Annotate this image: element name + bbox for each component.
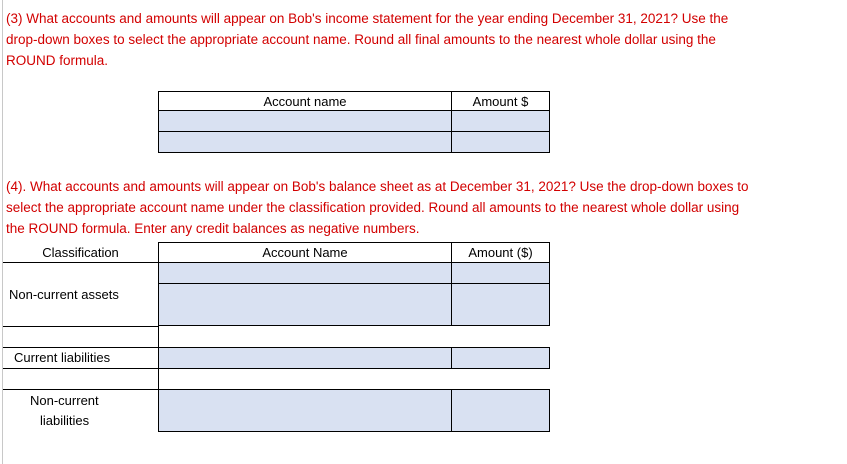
non-current-assets-label: Non-current assets bbox=[9, 287, 119, 302]
question-3-line-3: ROUND formula. bbox=[6, 53, 109, 68]
amount-header: Amount $ bbox=[451, 91, 550, 111]
question-3-text bbox=[6, 8, 728, 71]
classification-border bbox=[3, 368, 158, 369]
cl-account-dropdown[interactable] bbox=[158, 347, 452, 369]
ncl-account-dropdown[interactable] bbox=[158, 389, 452, 432]
question-4-line-3: the ROUND formula. Enter any credit balances as negative numbers. bbox=[6, 221, 420, 236]
question-4-text bbox=[6, 176, 749, 239]
amount-header-2: Amount ($) bbox=[451, 242, 550, 263]
income-amount-cell-1[interactable] bbox=[451, 110, 550, 132]
account-name-header-2: Account Name bbox=[158, 242, 452, 263]
ncl-amount-cell[interactable] bbox=[451, 389, 550, 432]
sheet-gridline bbox=[2, 0, 3, 464]
classification-border bbox=[3, 389, 158, 390]
non-current-liabilities-label-1: Non-current bbox=[30, 393, 99, 408]
question-3-line-2: drop-down boxes to select the appropriate account name. Round all final amounts to the nearest whole dollar using the bbox=[6, 32, 716, 47]
nca-amount-cell-2[interactable] bbox=[451, 283, 550, 326]
nca-account-dropdown-2[interactable] bbox=[158, 283, 452, 326]
income-account-dropdown-2[interactable] bbox=[158, 131, 452, 153]
question-4-line-2: select the appropriate account name under the classification provided. Round all amounts to the nearest whole dollar using bbox=[6, 200, 740, 215]
classification-border bbox=[3, 326, 158, 327]
nca-amount-cell-1[interactable] bbox=[451, 262, 550, 284]
cl-amount-cell[interactable] bbox=[451, 347, 550, 369]
question-3-line-1: (3) What accounts and amounts will appear on Bob's income statement for the year ending December 31, 2021? Use the bbox=[6, 11, 729, 26]
income-account-dropdown-1[interactable] bbox=[158, 110, 452, 132]
account-name-header: Account name bbox=[158, 91, 452, 111]
current-liabilities-label: Current liabilities bbox=[14, 350, 111, 365]
classification-header: Classification bbox=[42, 244, 119, 260]
non-current-liabilities-label-2: liabilities bbox=[40, 413, 90, 428]
income-amount-cell-2[interactable] bbox=[451, 131, 550, 153]
question-4-line-1: (4). What accounts and amounts will appear on Bob's balance sheet as at December 31, 2021? Use the drop-down boxes to bbox=[6, 179, 749, 194]
classification-border bbox=[3, 262, 158, 263]
nca-account-dropdown-1[interactable] bbox=[158, 262, 452, 284]
